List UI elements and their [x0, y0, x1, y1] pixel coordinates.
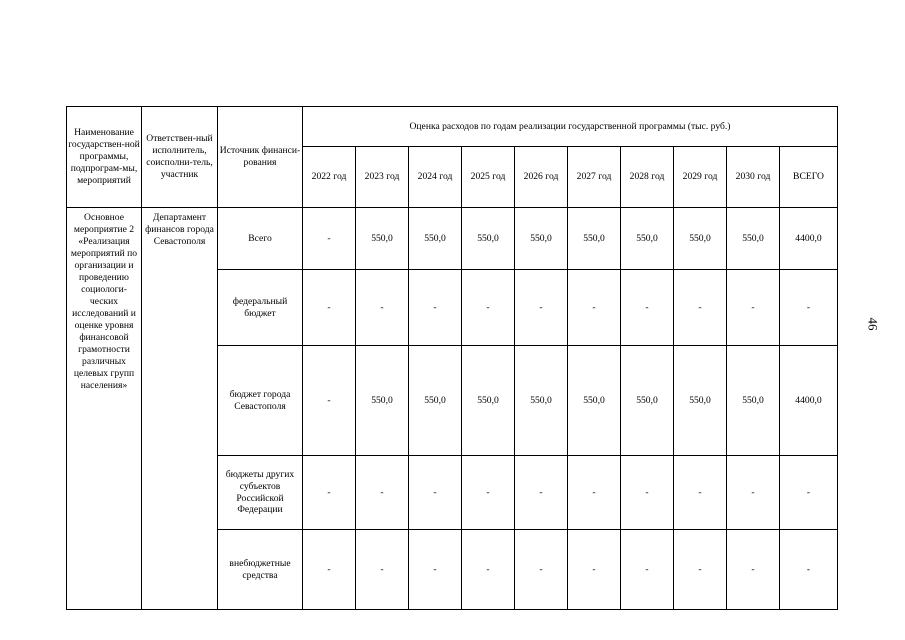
value-cell: 550,0 — [409, 346, 462, 456]
value-cell: 550,0 — [515, 346, 568, 456]
page-number: 46 — [865, 317, 881, 331]
year-header: 2026 год — [515, 147, 568, 208]
value-cell: - — [515, 530, 568, 610]
value-cell: 550,0 — [409, 208, 462, 270]
value-cell: - — [356, 456, 409, 530]
value-cell: - — [568, 270, 621, 346]
value-cell: - — [568, 456, 621, 530]
value-cell: - — [515, 270, 568, 346]
activity-name: Основное мероприятие 2 «Реализация мероприятий по организации и проведению социологи-ческих исследований и оценке уровня финансовой грамотности различных целевых групп населения» — [67, 208, 142, 610]
header-source-col: Источник финанси-рования — [218, 107, 303, 208]
year-header: 2022 год — [303, 147, 356, 208]
value-cell: - — [303, 530, 356, 610]
value-cell: - — [462, 270, 515, 346]
value-cell: - — [409, 530, 462, 610]
value-cell: - — [621, 456, 674, 530]
value-cell: - — [303, 270, 356, 346]
value-cell: 550,0 — [462, 346, 515, 456]
value-cell: - — [727, 530, 780, 610]
total-cell: - — [780, 456, 838, 530]
source-cell: федеральный бюджет — [218, 270, 303, 346]
source-cell: бюджеты других субъектов Российской Федерации — [218, 456, 303, 530]
year-header: 2025 год — [462, 147, 515, 208]
value-cell: - — [303, 456, 356, 530]
value-cell: - — [621, 530, 674, 610]
value-cell: 550,0 — [674, 346, 727, 456]
value-cell: - — [303, 208, 356, 270]
year-header: 2024 год — [409, 147, 462, 208]
value-cell: - — [515, 456, 568, 530]
value-cell: 550,0 — [515, 208, 568, 270]
total-cell: 4400,0 — [780, 346, 838, 456]
value-cell: 550,0 — [356, 346, 409, 456]
year-header: 2027 год — [568, 147, 621, 208]
table-row — [67, 208, 838, 270]
value-cell: - — [303, 346, 356, 456]
value-cell: 550,0 — [621, 208, 674, 270]
value-cell: - — [356, 530, 409, 610]
header-name-col: Наименование государствен-ной программы, подпрограм-мы, мероприятий — [67, 107, 142, 208]
year-header: 2029 год — [674, 147, 727, 208]
value-cell: - — [727, 456, 780, 530]
year-header: 2023 год — [356, 147, 409, 208]
total-header: ВСЕГО — [780, 147, 838, 208]
header-executor-col: Ответствен-ный исполнитель, соисполни-тель, участник — [142, 107, 218, 208]
total-cell: 4400,0 — [780, 208, 838, 270]
value-cell: - — [674, 456, 727, 530]
value-cell: - — [674, 270, 727, 346]
source-cell: внебюджетные средства — [218, 530, 303, 610]
header-row-1 — [67, 107, 838, 147]
budget-table — [66, 106, 838, 610]
value-cell: - — [462, 530, 515, 610]
total-cell: - — [780, 270, 838, 346]
source-cell: бюджет города Севастополя — [218, 346, 303, 456]
year-header: 2028 год — [621, 147, 674, 208]
value-cell: 550,0 — [674, 208, 727, 270]
value-cell: 550,0 — [356, 208, 409, 270]
value-cell: 550,0 — [462, 208, 515, 270]
source-cell: Всего — [218, 208, 303, 270]
value-cell: - — [409, 270, 462, 346]
value-cell: - — [462, 456, 515, 530]
year-header: 2030 год — [727, 147, 780, 208]
value-cell: - — [727, 270, 780, 346]
value-cell: 550,0 — [568, 208, 621, 270]
value-cell: - — [674, 530, 727, 610]
value-cell: - — [409, 456, 462, 530]
total-cell: - — [780, 530, 838, 610]
activity-executor: Департамент финансов города Севастополя — [142, 208, 218, 610]
header-estimate-title: Оценка расходов по годам реализации государственной программы (тыс. руб.) — [303, 107, 838, 147]
value-cell: - — [621, 270, 674, 346]
value-cell: - — [568, 530, 621, 610]
value-cell: - — [356, 270, 409, 346]
value-cell: 550,0 — [621, 346, 674, 456]
value-cell: 550,0 — [727, 346, 780, 456]
value-cell: 550,0 — [727, 208, 780, 270]
value-cell: 550,0 — [568, 346, 621, 456]
